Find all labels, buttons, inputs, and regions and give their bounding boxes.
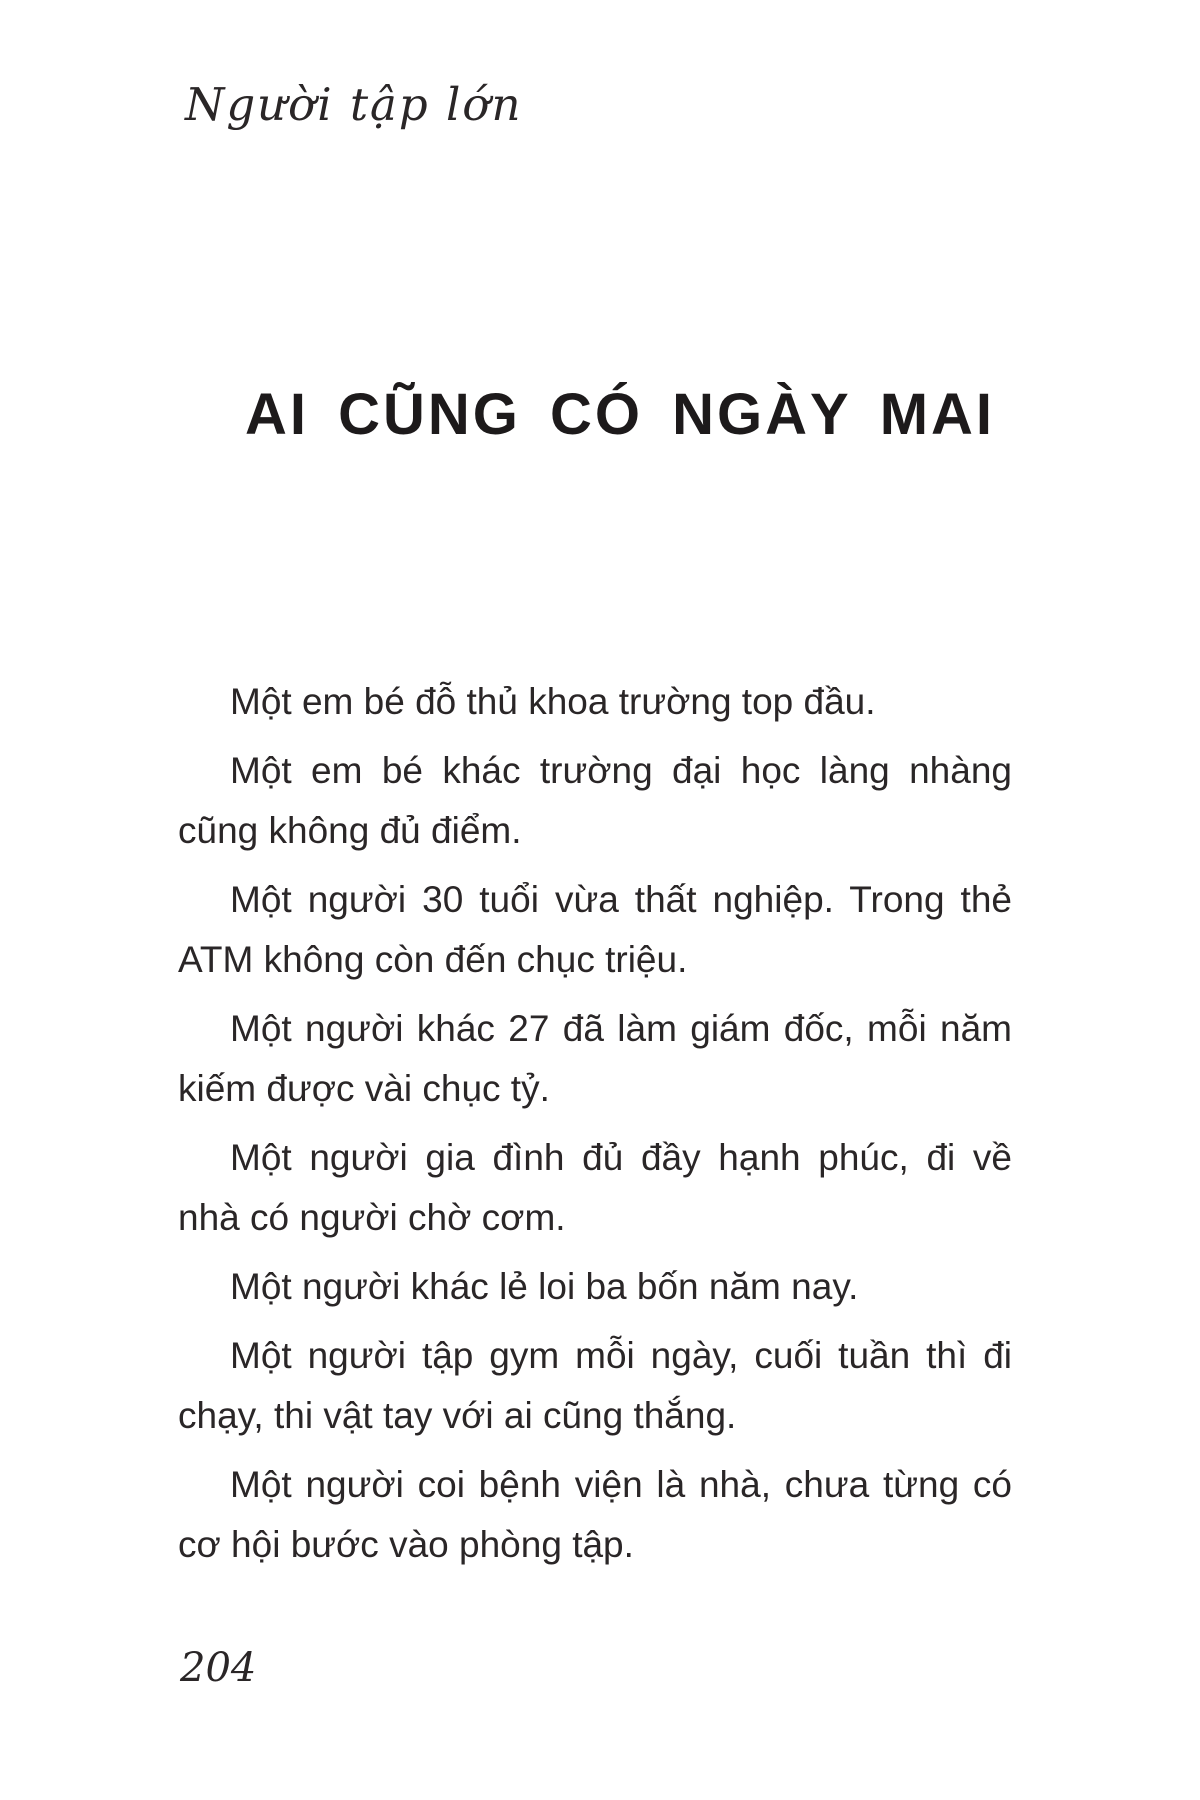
paragraph: Một người gia đình đủ đầy hạnh phúc, đi về nhà có người chờ cơm. (178, 1137, 1012, 1238)
paragraph: Một người khác lẻ loi ba bốn năm nay. (230, 1266, 859, 1307)
running-header: Người tập lớn (185, 78, 523, 131)
paragraph: Một người coi bệnh viện là nhà, chưa từng có cơ hội bước vào phòng tập. (178, 1464, 1012, 1565)
paragraph: Một người khác 27 đã làm giám đốc, mỗi năm kiếm được vài chục tỷ. (178, 1008, 1012, 1109)
paragraph: Một người 30 tuổi vừa thất nghiệp. Trong thẻ ATM không còn đến chục triệu. (178, 879, 1012, 980)
body-text (178, 672, 1012, 1584)
paragraph: Một người tập gym mỗi ngày, cuối tuần thì đi chạy, thi vật tay với ai cũng thắng. (178, 1335, 1012, 1436)
paragraph: Một em bé khác trường đại học làng nhàng cũng không đủ điểm. (178, 750, 1012, 851)
paragraph: Một em bé đỗ thủ khoa trường top đầu. (230, 681, 876, 722)
page-number: 204 (180, 1645, 257, 1691)
chapter-title: AI CŨNG CÓ NGÀY MAI (244, 381, 996, 447)
